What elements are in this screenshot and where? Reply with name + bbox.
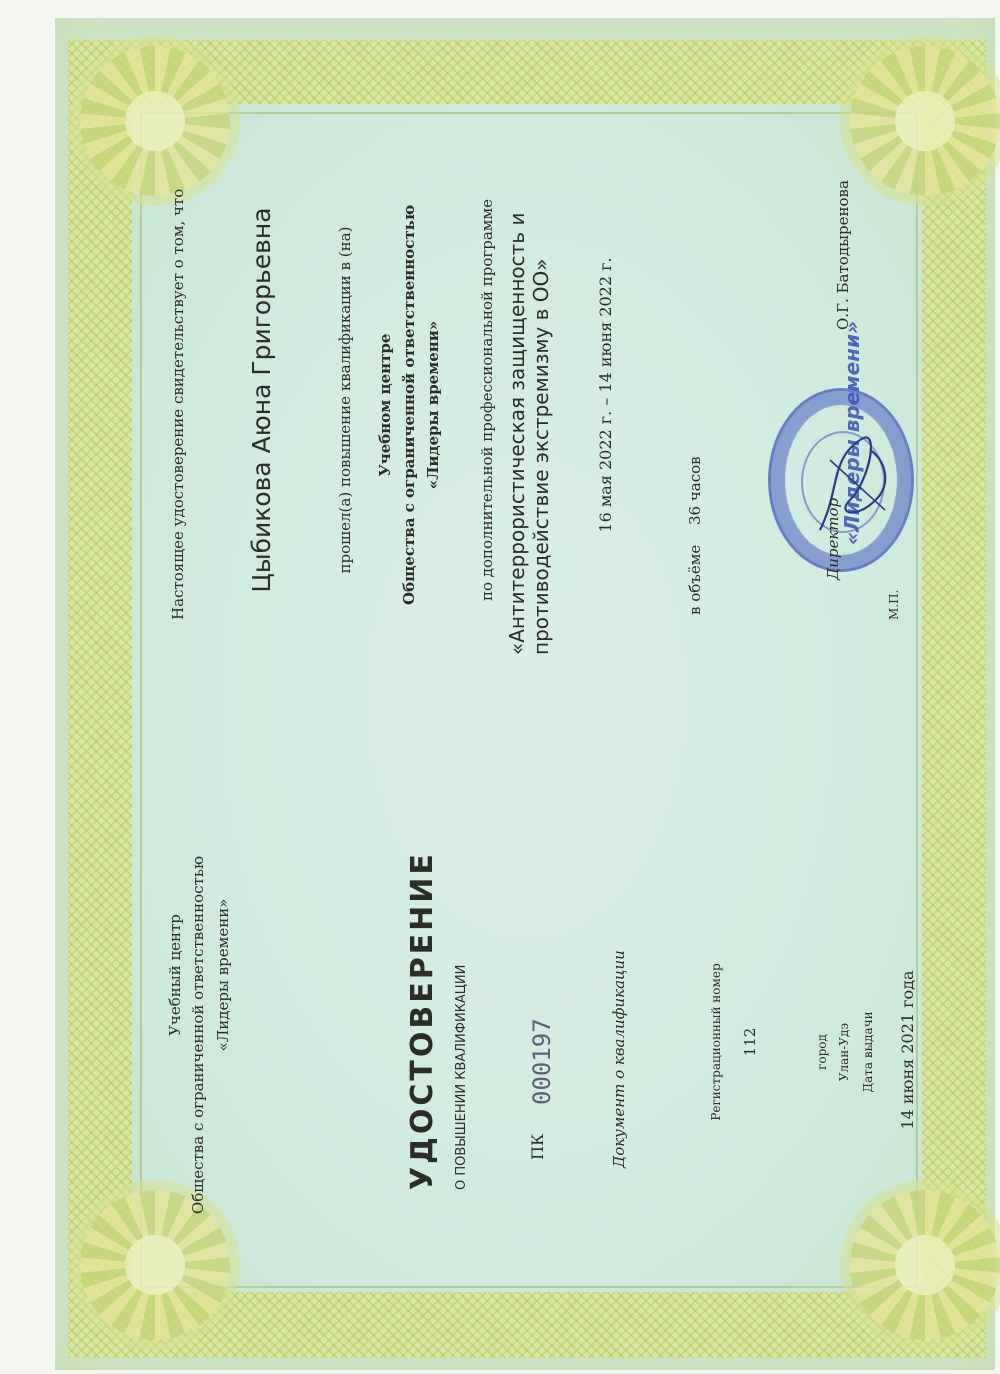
center-line-3: «Лидеры времени»: [424, 320, 442, 490]
city-label: город: [815, 1034, 829, 1070]
series-label: ПК: [528, 1133, 547, 1160]
program-intro: по дополнительной профессиональной программе: [478, 198, 496, 602]
holder-full-name: Цыбикова Аюна Григорьевна: [247, 207, 276, 593]
org-line-1: Учебный центр: [166, 914, 184, 1036]
program-name: «Антитеррористическая защищенность и противодействие экстремизму в ОО»: [505, 212, 553, 655]
passed-text: прошел(а) повышение квалификации в (на): [336, 226, 354, 574]
series-number: 000197: [528, 1018, 556, 1105]
document-type: Документ о квалификации: [610, 950, 628, 1168]
stamp-text: «Лидеры времени»: [840, 321, 864, 545]
volume-label: в объёме: [686, 544, 704, 615]
volume-value: 36 часов: [686, 456, 704, 525]
rosette-top-right: [850, 46, 1000, 196]
reg-number-label: Регистрационный номер: [709, 963, 723, 1121]
org-line-2: Общества с ограниченной ответственностью: [189, 855, 207, 1215]
certificate-subtitle: О ПОВЫШЕНИИ КВАЛИФИКАЦИИ: [454, 964, 469, 1190]
rosette-bottom-right: [850, 1190, 1000, 1340]
org-line-3: «Лидеры времени»: [214, 898, 232, 1052]
certificate-title: УДОСТОВЕРЕНИЕ: [405, 851, 440, 1190]
intro-text: Настоящее удостоверение свидетельствует о том, что: [169, 188, 187, 620]
issue-date-label: Дата выдачи: [861, 1011, 875, 1093]
mp-label: М.П.: [887, 589, 901, 620]
reg-number: 112: [741, 1027, 759, 1057]
center-line-1: Учебном центре: [376, 333, 394, 477]
center-line-2: Общества с ограниченной ответственностью: [400, 204, 418, 605]
rosette-top-left: [80, 46, 230, 196]
director-signature: [800, 321, 900, 550]
issue-date: 14 июня 2021 года: [898, 970, 917, 1130]
training-period: 16 мая 2022 г. – 14 июня 2022 г.: [596, 257, 615, 533]
director-label: Директор: [824, 497, 842, 580]
director-name: О.Г. Батодыренова: [834, 180, 852, 330]
city-name: Улан-Удэ: [837, 1022, 851, 1082]
